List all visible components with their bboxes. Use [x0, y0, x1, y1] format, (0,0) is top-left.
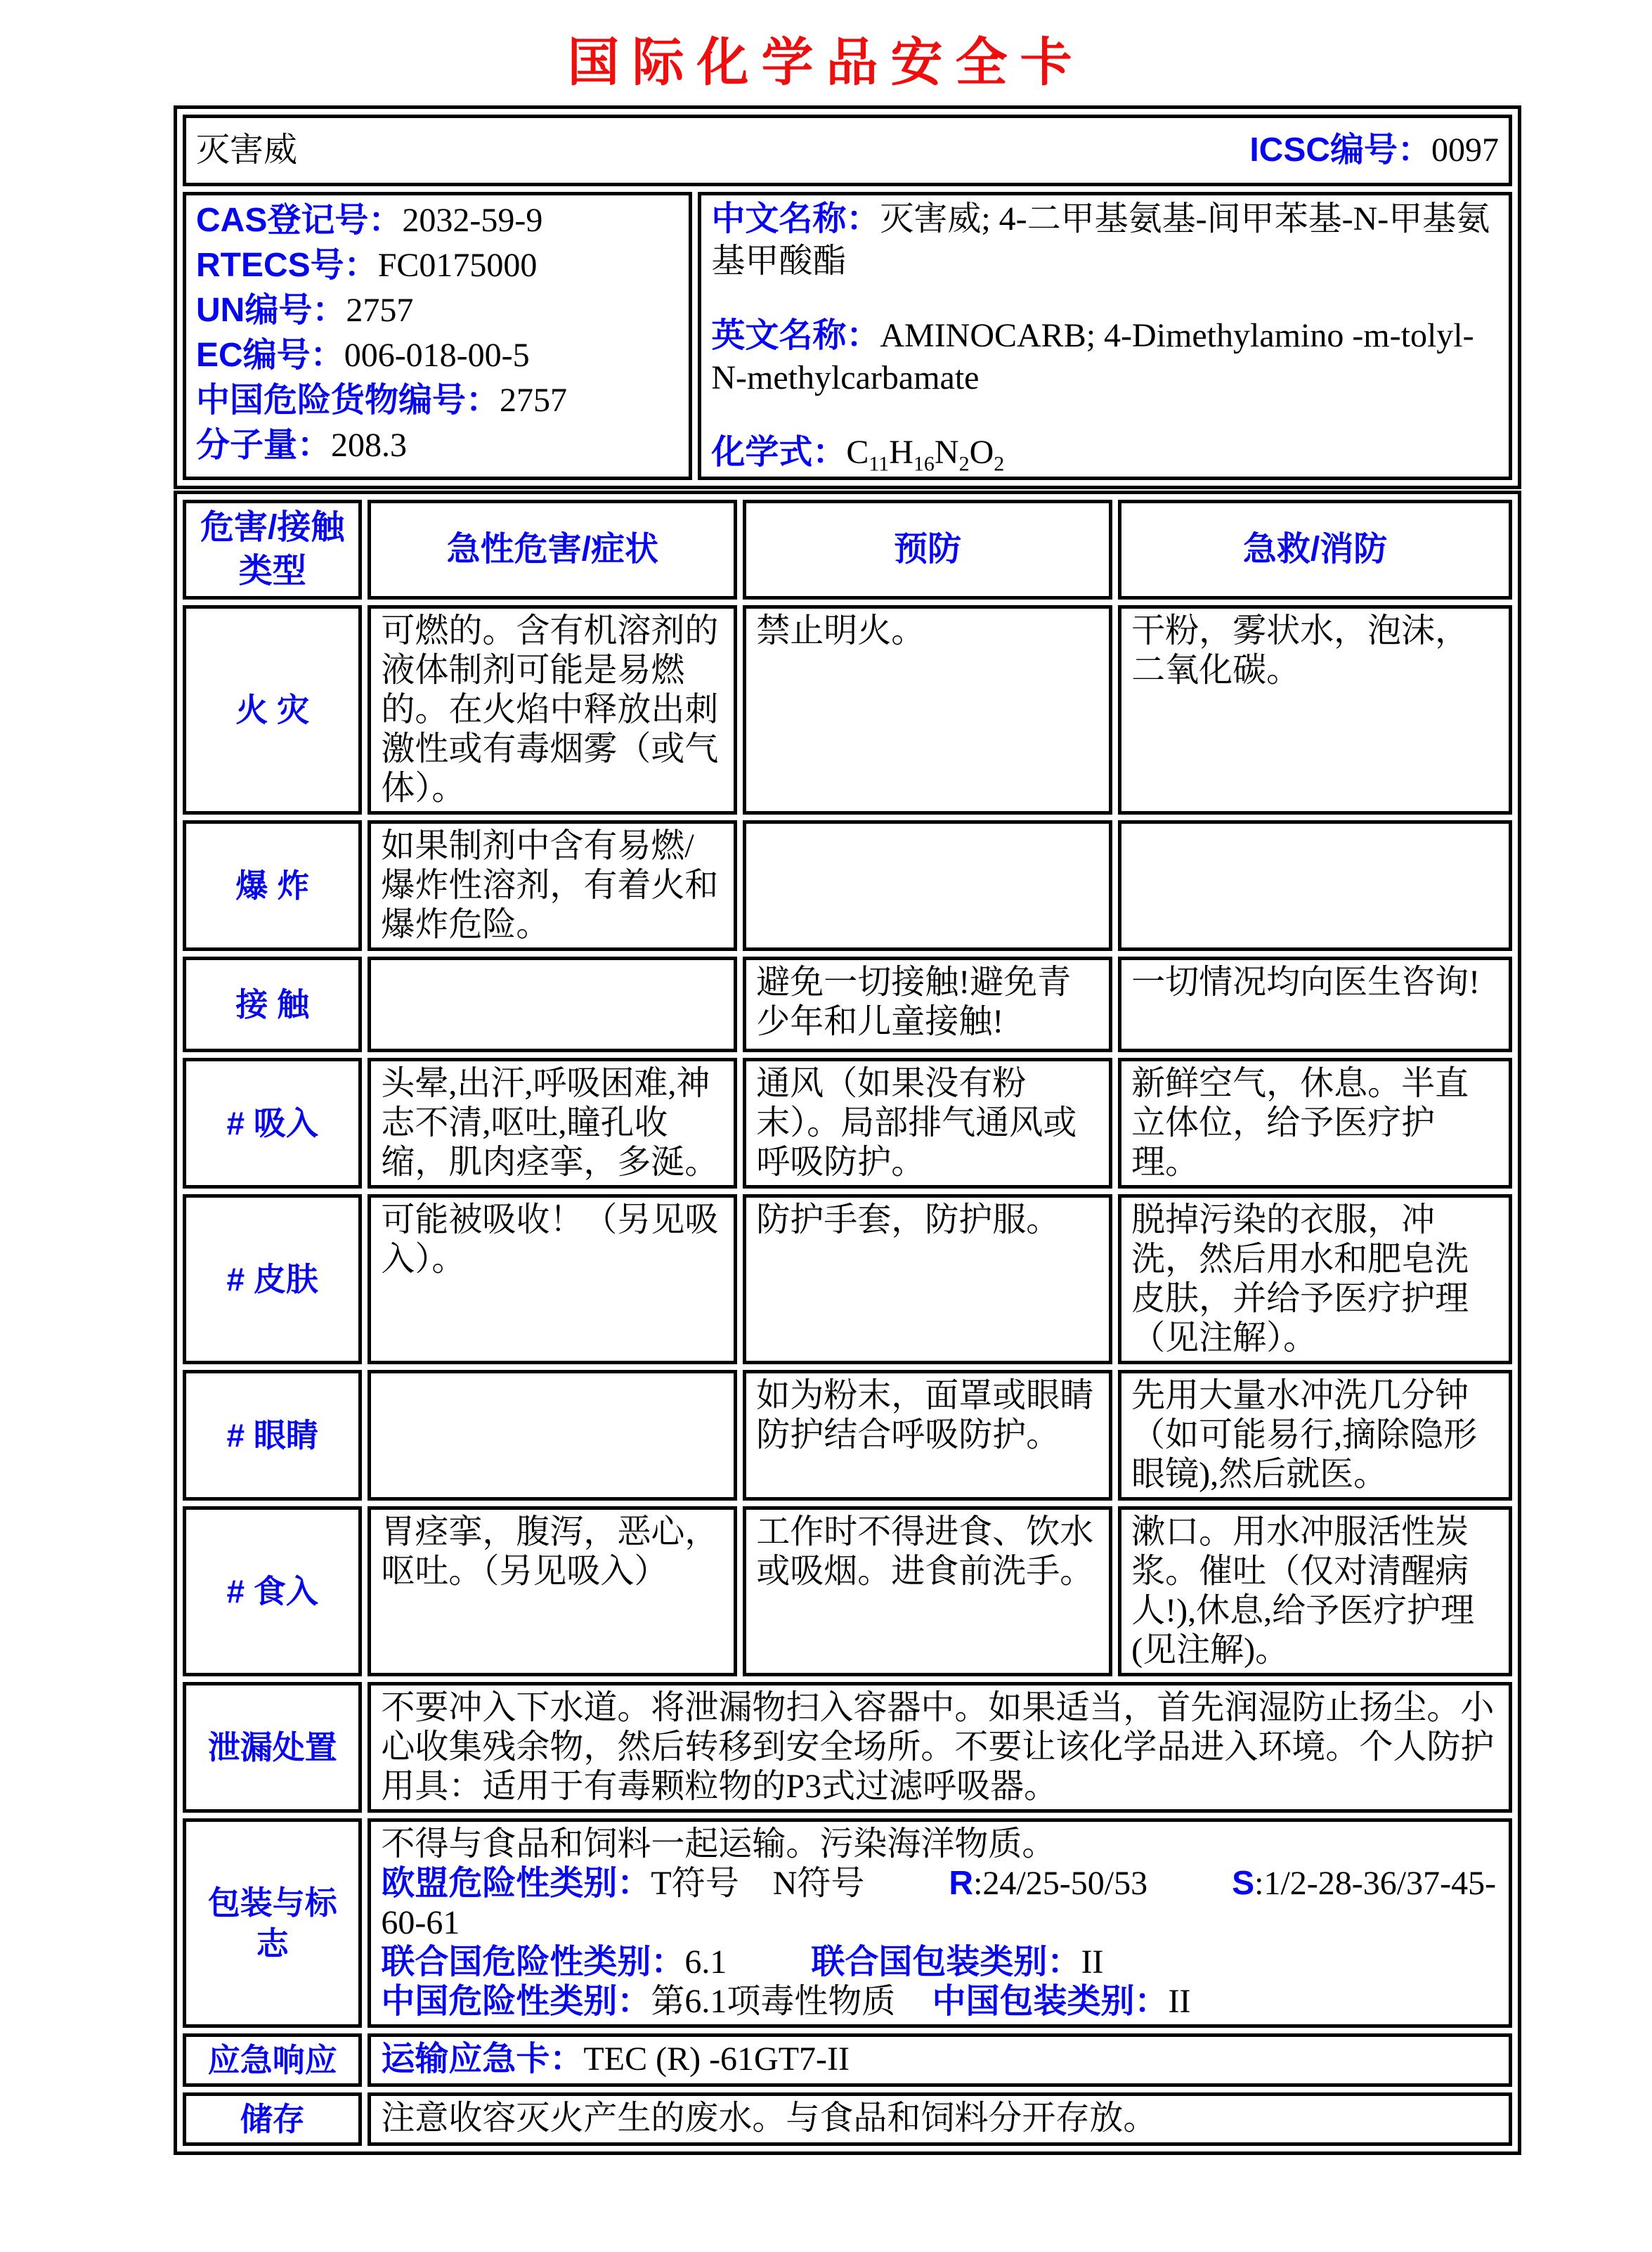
chinese-name-line	[711, 198, 1499, 283]
prevention-cell: 工作时不得进食、饮水或吸烟。进食前洗手。	[743, 1506, 1112, 1676]
first-aid-cell: 干粉，雾状水，泡沫，二氧化碳。	[1118, 605, 1512, 815]
packaging-label: 包装与标志	[183, 1818, 362, 2028]
storage-label: 储存	[183, 2092, 362, 2146]
symptoms-cell	[368, 1370, 737, 1501]
identifier-value: 006-018-00-5	[344, 337, 530, 374]
symptoms-cell: 头晕,出汗,呼吸困难,神志不清,呕吐,瞳孔收缩，肌肉痉挛，多涎。	[368, 1058, 737, 1189]
identification-section	[174, 105, 1521, 489]
prevention-cell: 如为粉末，面罩或眼睛防护结合呼吸防护。	[743, 1370, 1112, 1501]
eu-hazard-label: 欧盟危险性类别：	[381, 1865, 651, 1902]
hazard-row-explosion	[183, 820, 1512, 951]
first-aid-cell: 漱口。用水冲服活性炭浆。催吐（仅对清醒病人!),休息,给予医疗护理(见注解)。	[1118, 1506, 1512, 1676]
hazard-type-label: 火 灾	[183, 605, 362, 815]
identifier-label: 中国危险货物编号：	[196, 382, 500, 419]
column-header-hazard-type: 危害/接触类型	[183, 500, 362, 600]
identifier-row	[196, 378, 679, 423]
symptoms-cell: 胃痉挛，腹泻，恶心，呕吐。（另见吸入）	[368, 1506, 737, 1676]
identifier-label: RTECS号：	[196, 247, 378, 284]
prevention-cell: 禁止明火。	[743, 605, 1112, 815]
cn-hazard-class-label: 中国危险性类别：	[381, 1983, 651, 2020]
formula-line	[711, 432, 1499, 474]
identifier-row	[196, 243, 679, 288]
hazard-type-label: 接 触	[183, 957, 362, 1052]
registry-ids-cell	[183, 192, 692, 480]
eu-hazard-symbols: T符号 N符号	[651, 1865, 865, 1902]
packaging-row	[183, 1818, 1512, 2028]
un-pack-group-label: 联合国包装类别：	[811, 1943, 1081, 1981]
hazard-row-fire	[183, 605, 1512, 815]
spill-text: 不要冲入下水道。将泄漏物扫入容器中。如果适当，首先润湿防止扬尘。小心收集残余物，然后转移到安全场所。不要让该化学品进入环境。个人防护用具：适用于有毒颗粒物的P3式过滤呼吸器。	[368, 1682, 1512, 1813]
hazard-row-contact	[183, 957, 1512, 1052]
emergency-response-row	[183, 2033, 1512, 2087]
s-phrases-label: S	[1232, 1865, 1255, 1902]
identifier-row	[196, 423, 679, 468]
hazard-type-label: # 眼睛	[183, 1370, 362, 1501]
cn-pack-group-value: II	[1168, 1983, 1191, 2020]
symptoms-cell: 如果制剂中含有易燃/爆炸性溶剂，有着火和爆炸危险。	[368, 820, 737, 951]
un-hazard-class-value: 6.1	[684, 1943, 727, 1981]
icsc-badge	[1249, 131, 1499, 170]
chinese-name-label: 中文名称：	[711, 200, 880, 238]
s-phrases-value: :1/2-28-36/37-45-60-61	[381, 1865, 1497, 1941]
emergency-response-cell	[368, 2033, 1512, 2087]
spill-label: 泄漏处置	[183, 1682, 362, 1813]
prevention-cell	[743, 820, 1112, 951]
name-row	[183, 115, 1512, 186]
identifier-value: 2757	[346, 292, 414, 329]
hazard-type-label: # 食入	[183, 1506, 362, 1676]
hazard-table	[174, 491, 1521, 2155]
packaging-transport-line: 不得与食品和饲料一起运输。污染海洋物质。	[381, 1825, 1056, 1863]
hazard-row-inhalation	[183, 1058, 1512, 1189]
identifier-row	[196, 333, 679, 378]
identifier-value: 2757	[500, 382, 568, 419]
cn-hazard-class-value: 第6.1项毒性物质	[651, 1983, 896, 2020]
un-pack-group-value: II	[1081, 1943, 1104, 1981]
identifier-label: UN编号：	[196, 292, 346, 329]
identifier-value: FC0175000	[377, 247, 538, 284]
transport-emergency-card-label: 运输应急卡：	[381, 2040, 584, 2078]
first-aid-cell: 脱掉污染的衣服，冲洗，然后用水和肥皂洗皮肤，并给予医疗护理（见注解）。	[1118, 1194, 1512, 1364]
chinese-name-value: 灭害威; 4-二甲基氨基-间甲苯基-N-甲基氨基甲酸酯	[711, 200, 1490, 280]
hazard-row-eyes	[183, 1370, 1512, 1501]
r-phrases-label: R	[949, 1865, 974, 1902]
column-header-first-aid: 急救/消防	[1118, 500, 1512, 600]
packaging-un-line	[381, 1943, 1499, 1982]
column-header-symptoms: 急性危害/症状	[368, 500, 737, 600]
identifier-label: 分子量：	[196, 427, 332, 464]
storage-text: 注意收容灭火产生的废水。与食品和饲料分开存放。	[368, 2092, 1512, 2146]
spill-row	[183, 1682, 1512, 1813]
names-cell	[698, 192, 1512, 480]
first-aid-cell: 先用大量水冲洗几分钟（如可能易行,摘除隐形眼镜),然后就医。	[1118, 1370, 1512, 1501]
icsc-label: ICSC编号：	[1249, 131, 1431, 169]
hazard-row-skin	[183, 1194, 1512, 1364]
identifier-label: CAS登记号：	[196, 202, 403, 239]
storage-row	[183, 2092, 1512, 2146]
symptoms-cell	[368, 957, 737, 1052]
symptoms-cell: 可能被吸收！（另见吸入）。	[368, 1194, 737, 1364]
first-aid-cell: 新鲜空气，休息。半直立体位，给予医疗护理。	[1118, 1058, 1512, 1189]
chemical-name: 灭害威	[196, 131, 298, 169]
identifier-value: 208.3	[331, 427, 408, 464]
prevention-cell: 防护手套，防护服。	[743, 1194, 1112, 1364]
identifier-row	[196, 198, 679, 243]
identifier-row	[196, 288, 679, 333]
r-phrases-value: :24/25-50/53	[973, 1865, 1148, 1902]
hazard-type-label: # 吸入	[183, 1058, 362, 1189]
english-name-value: AMINOCARB; 4-Dimethylamino -m-tolyl-N-methylcarbamate	[711, 317, 1474, 396]
chemical-formula: $C_{11}H_{16}N_2O_2$	[846, 434, 1005, 476]
prevention-cell: 通风（如果没有粉末）。局部排气通风或呼吸防护。	[743, 1058, 1112, 1189]
hazard-header-row	[183, 500, 1512, 600]
transport-emergency-card-value: TEC (R) -61GT7-II	[583, 2040, 850, 2078]
column-header-prevention: 预防	[743, 500, 1112, 600]
name-cell	[183, 115, 1512, 186]
packaging-cell	[368, 1818, 1512, 2028]
hazard-row-ingestion	[183, 1506, 1512, 1676]
first-aid-cell	[1118, 820, 1512, 951]
safety-card	[174, 105, 1521, 2155]
prevention-cell: 避免一切接触!避免青少年和儿童接触!	[743, 957, 1112, 1052]
registry-row	[183, 192, 1512, 480]
first-aid-cell: 一切情况均向医生咨询!	[1118, 957, 1512, 1052]
english-name-label: 英文名称：	[711, 317, 880, 354]
packaging-eu-line	[381, 1864, 1499, 1943]
english-name-line	[711, 315, 1499, 399]
identifier-label: EC编号：	[196, 337, 344, 374]
symptoms-cell: 可燃的。含有机溶剂的液体制剂可能是易燃的。在火焰中释放出刺激性或有毒烟雾（或气体）。	[368, 605, 737, 815]
icsc-number: 0097	[1431, 131, 1499, 169]
emergency-response-label: 应急响应	[183, 2033, 362, 2087]
hazard-type-label: 爆 炸	[183, 820, 362, 951]
page-title: 国际化学品安全卡	[567, 34, 1085, 92]
un-hazard-class-label: 联合国危险性类别：	[381, 1943, 685, 1981]
packaging-cn-line	[381, 1982, 1499, 2021]
cn-pack-group-label: 中国包装类别：	[932, 1983, 1169, 2020]
identifier-value: 2032-59-9	[402, 202, 543, 239]
hazard-type-label: # 皮肤	[183, 1194, 362, 1364]
formula-label: 化学式：	[711, 434, 847, 471]
